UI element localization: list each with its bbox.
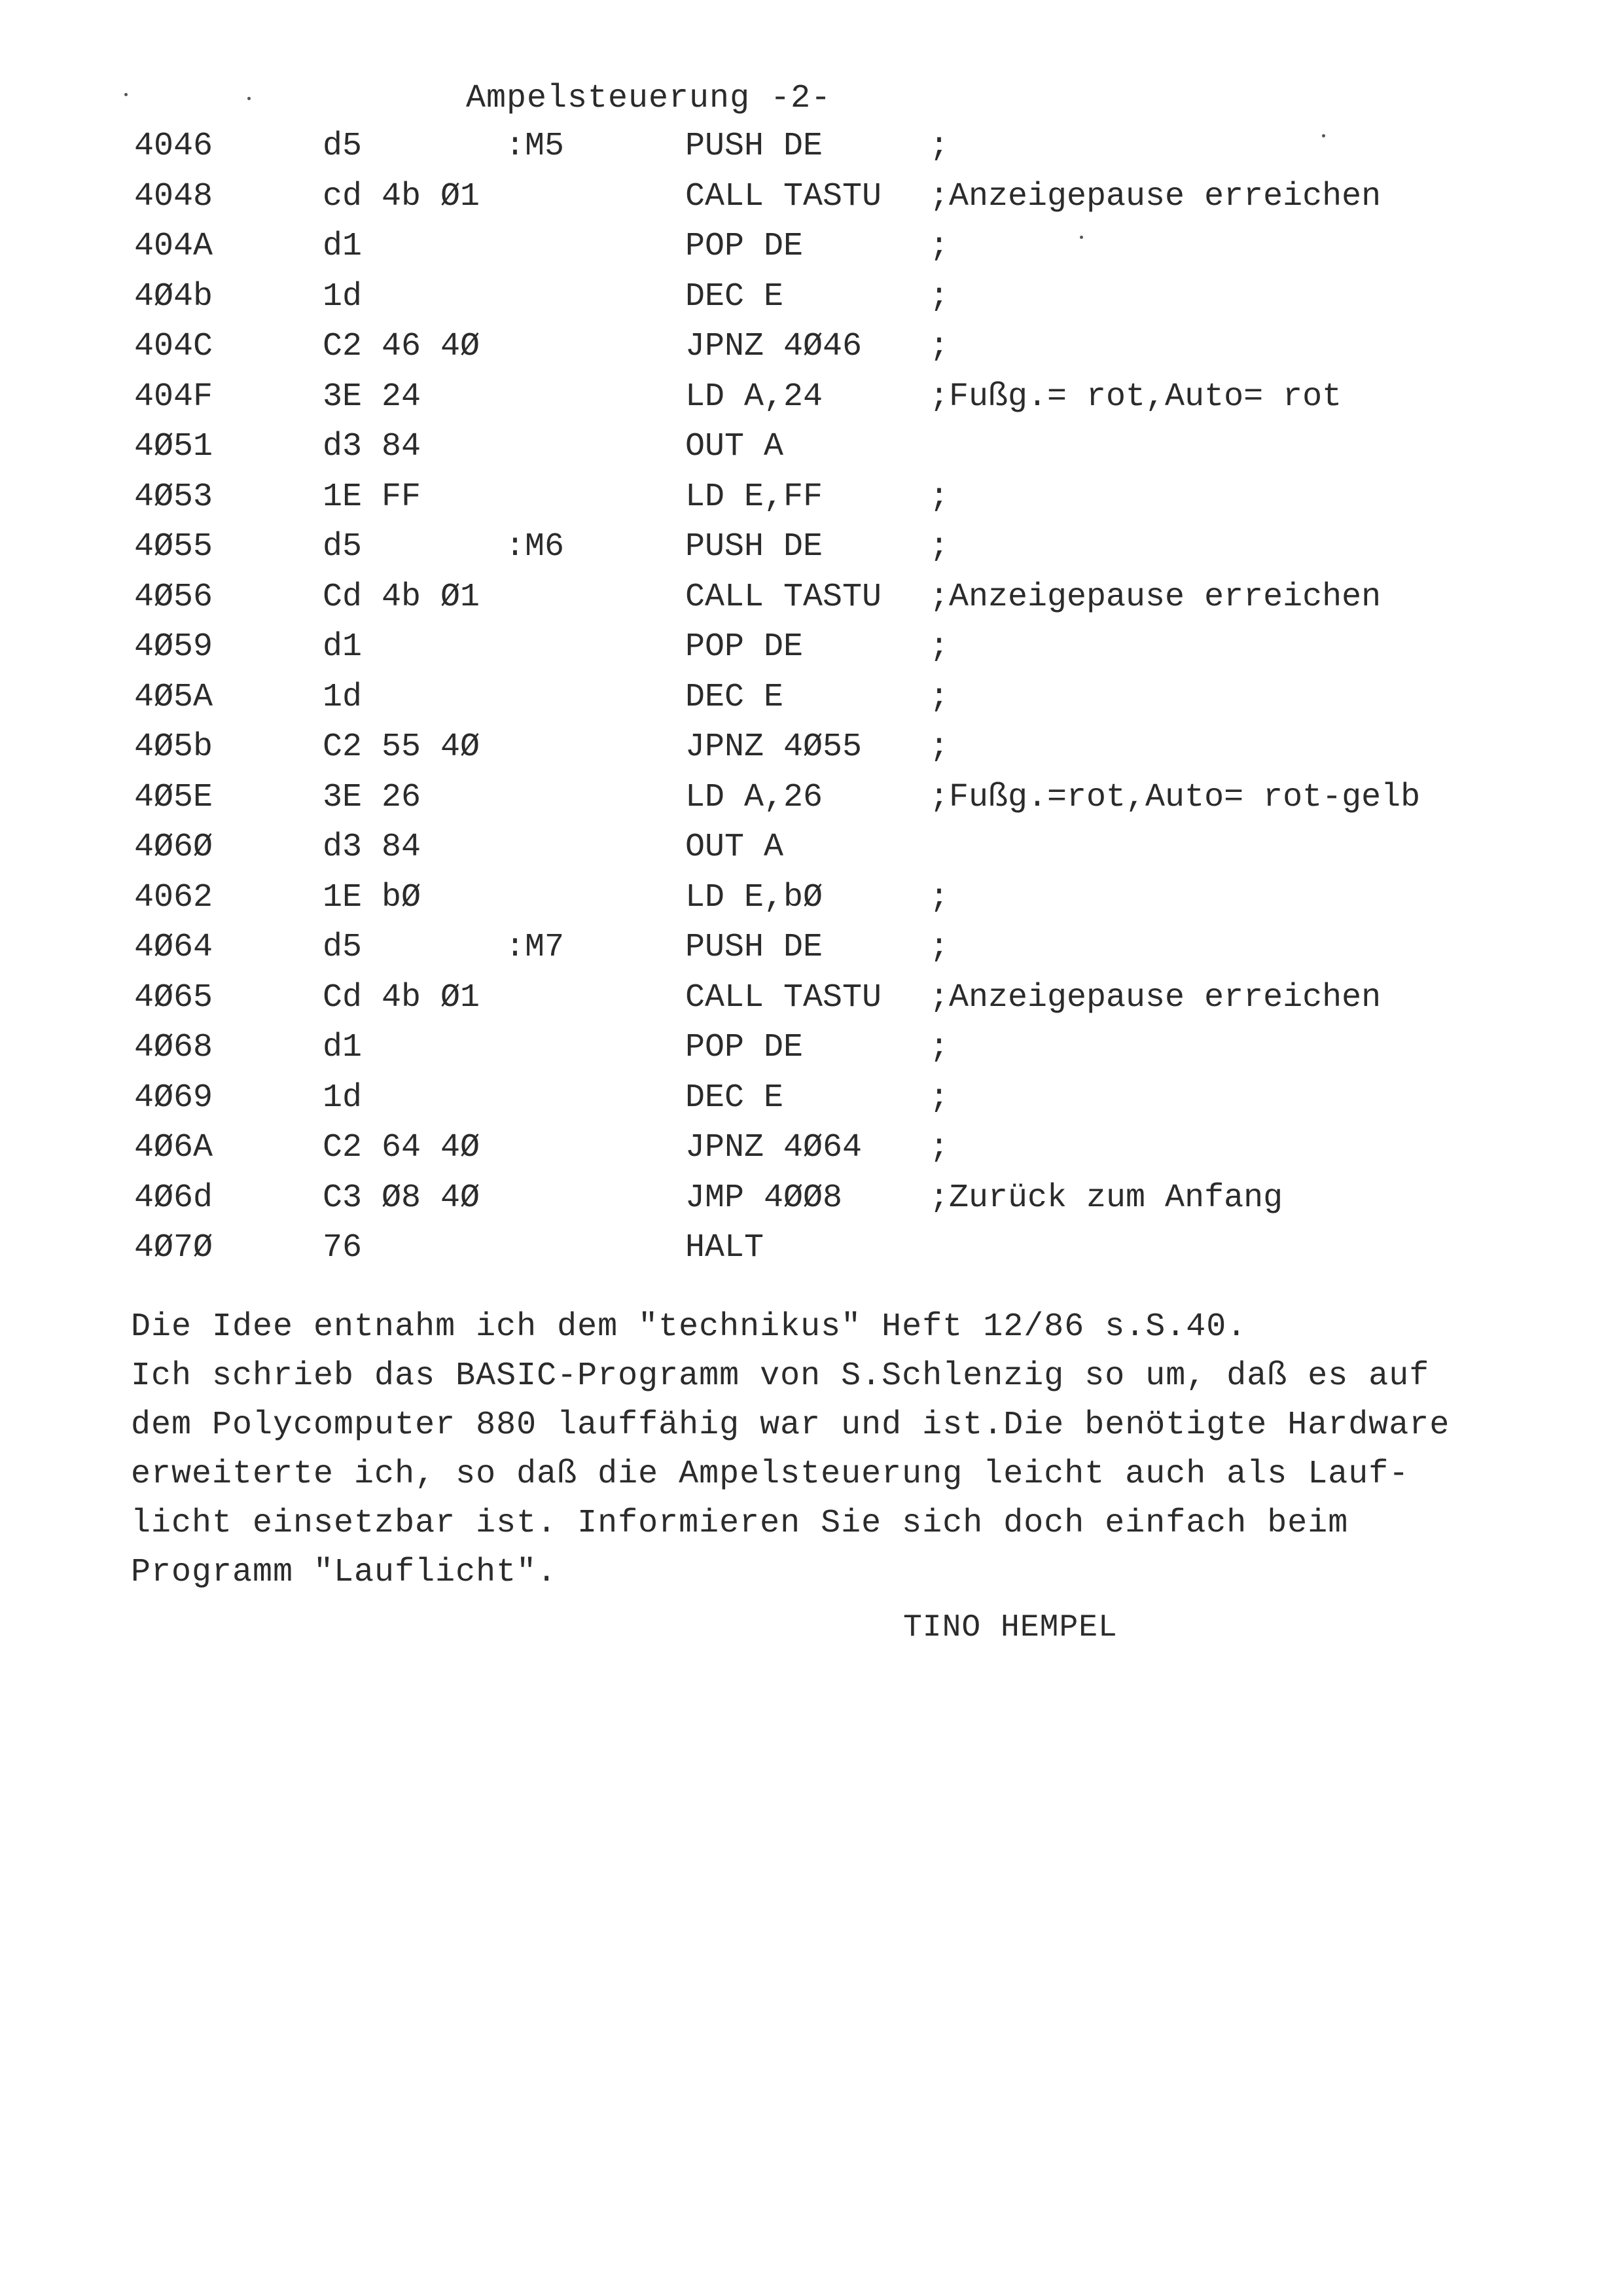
- prose-line: erweiterte ich, so daß die Ampelsteuerung leicht auch als Lauf-: [131, 1456, 1410, 1493]
- comment: ;: [929, 878, 950, 916]
- machine-code: C3 Ø8 4Ø: [323, 1179, 480, 1217]
- address: 4Ø6Ø: [134, 829, 213, 866]
- machine-code: d1: [323, 1029, 363, 1066]
- address: 404A: [134, 228, 213, 265]
- comment: ;: [929, 328, 950, 365]
- instruction: PUSH DE: [685, 929, 823, 966]
- prose-line: Ich schrieb das BASIC-Programm von S.Schlenzig so um, daß es auf: [131, 1357, 1430, 1395]
- listing-row: [0, 1129, 1623, 1179]
- machine-code: Cd 4b Ø1: [323, 578, 480, 616]
- instruction: POP DE: [685, 1029, 804, 1066]
- address: 4Ø68: [134, 1029, 213, 1066]
- instruction: CALL TASTU: [685, 978, 882, 1016]
- machine-code: 3E 26: [323, 778, 421, 816]
- instruction: LD E,FF: [685, 478, 823, 516]
- label: :M7: [505, 929, 565, 966]
- address: 4Ø59: [134, 628, 213, 666]
- instruction: LD A,26: [685, 778, 823, 816]
- listing-row: [0, 428, 1623, 478]
- listing-row: [0, 228, 1623, 278]
- label: :M5: [505, 128, 565, 165]
- machine-code: 1d: [323, 1079, 363, 1117]
- address: 4Ø55: [134, 528, 213, 565]
- machine-code: d1: [323, 628, 363, 666]
- machine-code: cd 4b Ø1: [323, 177, 480, 215]
- instruction: CALL TASTU: [685, 578, 882, 616]
- machine-code: 1d: [323, 678, 363, 716]
- address: 4046: [134, 128, 213, 165]
- machine-code: d5: [323, 929, 363, 966]
- listing-row: [0, 328, 1623, 378]
- page-title: Ampelsteuerung -2-: [466, 80, 832, 117]
- address: 4Ø7Ø: [134, 1229, 213, 1266]
- listing-row: [0, 178, 1623, 228]
- comment: ;Zurück zum Anfang: [929, 1179, 1283, 1217]
- machine-code: d1: [323, 228, 363, 265]
- address: 4Ø5E: [134, 778, 213, 816]
- address: 4Ø6d: [134, 1179, 213, 1217]
- author-signature: TINO HEMPEL: [903, 1610, 1118, 1645]
- listing-row: [0, 579, 1623, 629]
- address: 404F: [134, 378, 213, 416]
- comment: ;: [929, 128, 950, 165]
- prose-line: licht einsetzbar ist. Informieren Sie sich doch einfach beim: [131, 1505, 1349, 1542]
- address: 4Ø56: [134, 578, 213, 616]
- address: 4Ø69: [134, 1079, 213, 1117]
- comment: ;Anzeigepause erreichen: [929, 578, 1382, 616]
- description-text: [131, 1302, 1505, 1597]
- comment: ;: [929, 1079, 950, 1117]
- comment: ;: [929, 1129, 950, 1166]
- listing-row: [0, 829, 1623, 879]
- comment: ;: [929, 528, 950, 565]
- instruction: DEC E: [685, 678, 784, 716]
- comment: ;Anzeigepause erreichen: [929, 177, 1382, 215]
- listing-row: [0, 679, 1623, 729]
- comment: ;Anzeigepause erreichen: [929, 978, 1382, 1016]
- listing-row: [0, 628, 1623, 679]
- machine-code: C2 64 4Ø: [323, 1129, 480, 1166]
- prose-line: dem Polycomputer 880 lauffähig war und ist.Die benötigte Hardware: [131, 1407, 1450, 1444]
- instruction: HALT: [685, 1229, 764, 1266]
- instruction: JPNZ 4Ø55: [685, 728, 863, 766]
- paper-speck: [247, 97, 251, 100]
- address: 4Ø53: [134, 478, 213, 516]
- listing-row: [0, 1179, 1623, 1230]
- machine-code: d3 84: [323, 829, 421, 866]
- instruction: DEC E: [685, 1079, 784, 1117]
- machine-code: d3 84: [323, 428, 421, 465]
- instruction: LD E,bØ: [685, 878, 823, 916]
- instruction: CALL TASTU: [685, 177, 882, 215]
- address: 4Ø5b: [134, 728, 213, 766]
- listing-row: [0, 1229, 1623, 1280]
- machine-code: C2 55 4Ø: [323, 728, 480, 766]
- instruction: OUT A: [685, 829, 784, 866]
- address: 4Ø5A: [134, 678, 213, 716]
- comment: ;Fußg.= rot,Auto= rot: [929, 378, 1342, 416]
- machine-code: Cd 4b Ø1: [323, 978, 480, 1016]
- comment: ;: [929, 728, 950, 766]
- assembly-listing: [0, 128, 1623, 1280]
- listing-row: [0, 979, 1623, 1030]
- address: 4Ø4b: [134, 278, 213, 315]
- comment: ;: [929, 278, 950, 315]
- instruction: POP DE: [685, 628, 804, 666]
- instruction: JPNZ 4Ø64: [685, 1129, 863, 1166]
- listing-row: [0, 1079, 1623, 1130]
- prose-line: Die Idee entnahm ich dem "technikus" Heft 12/86 s.S.40.: [131, 1308, 1247, 1346]
- machine-code: 1d: [323, 278, 363, 315]
- address: 4Ø65: [134, 978, 213, 1016]
- instruction: JPNZ 4Ø46: [685, 328, 863, 365]
- listing-row: [0, 278, 1623, 329]
- machine-code: C2 46 4Ø: [323, 328, 480, 365]
- comment: ;: [929, 678, 950, 716]
- address: 4Ø51: [134, 428, 213, 465]
- address: 4048: [134, 177, 213, 215]
- machine-code: d5: [323, 528, 363, 565]
- listing-row: [0, 378, 1623, 429]
- address: 4062: [134, 878, 213, 916]
- listing-row: [0, 1029, 1623, 1079]
- instruction: JMP 4ØØ8: [685, 1179, 843, 1217]
- paper-speck: [124, 93, 128, 96]
- listing-row: [0, 879, 1623, 929]
- label: :M6: [505, 528, 565, 565]
- machine-code: 3E 24: [323, 378, 421, 416]
- comment: ;: [929, 1029, 950, 1066]
- address: 4Ø64: [134, 929, 213, 966]
- listing-row: [0, 128, 1623, 178]
- machine-code: 76: [323, 1229, 363, 1266]
- comment: ;: [929, 228, 950, 265]
- comment: ;: [929, 929, 950, 966]
- listing-row: [0, 528, 1623, 579]
- instruction: PUSH DE: [685, 128, 823, 165]
- comment: ;: [929, 478, 950, 516]
- listing-row: [0, 929, 1623, 979]
- comment: ;Fußg.=rot,Auto= rot-gelb: [929, 778, 1421, 816]
- address: 4Ø6A: [134, 1129, 213, 1166]
- listing-row: [0, 478, 1623, 529]
- listing-row: [0, 779, 1623, 829]
- instruction: PUSH DE: [685, 528, 823, 565]
- machine-code: d5: [323, 128, 363, 165]
- instruction: DEC E: [685, 278, 784, 315]
- instruction: POP DE: [685, 228, 804, 265]
- instruction: LD A,24: [685, 378, 823, 416]
- machine-code: 1E FF: [323, 478, 421, 516]
- prose-line: Programm "Lauflicht".: [131, 1554, 558, 1591]
- instruction: OUT A: [685, 428, 784, 465]
- listing-row: [0, 728, 1623, 779]
- machine-code: 1E bØ: [323, 878, 421, 916]
- comment: ;: [929, 628, 950, 666]
- address: 404C: [134, 328, 213, 365]
